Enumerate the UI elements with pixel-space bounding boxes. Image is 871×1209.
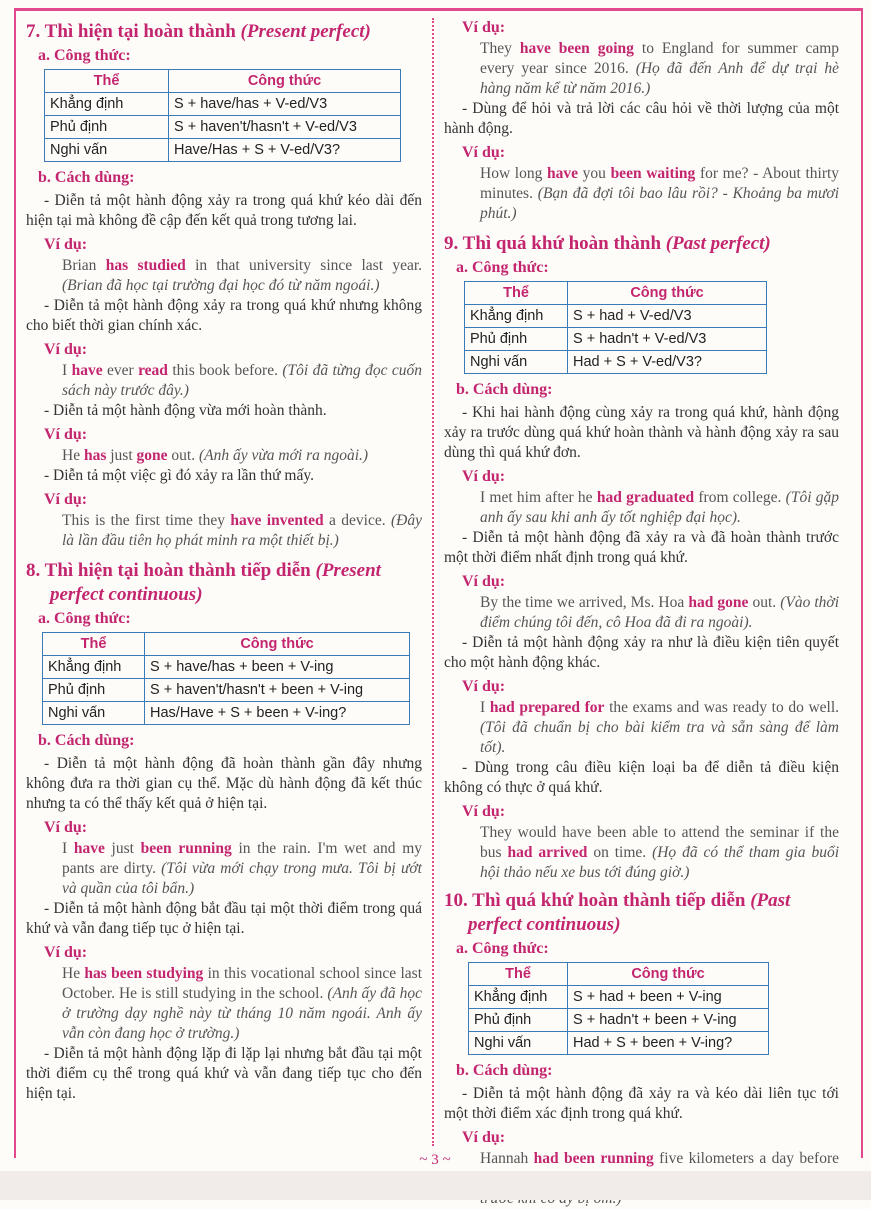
example-text: [480, 39, 839, 99]
usage-text: - Khi hai hành động cùng xảy ra trong quá khứ, hành động xảy ra trước dùng quá khứ hoàn thành và hành động xảy ra sau dùng thì quá khứ đơn.: [444, 404, 839, 461]
row-formula: Has/Have + S + been + V-ing?: [145, 702, 410, 725]
example-verb: has studied: [105, 257, 186, 274]
example-translation: (Đây là lần đầu tiên họ phát minh ra một thiết bị.): [62, 512, 422, 549]
example-verb: had prepared for: [489, 699, 605, 716]
example-translation: (Vào thời điểm chúng tôi đến, cô Hoa đã đi ra ngoài).: [480, 594, 840, 631]
table-row: [43, 702, 410, 725]
section-7-heading: [26, 20, 422, 44]
example-verb: gone: [136, 447, 168, 464]
example-translation: (Tôi đã từng đọc cuốn sách này trước đây.): [62, 362, 423, 399]
example-label: Ví dụ:: [462, 144, 506, 161]
header-the: Thể: [465, 282, 568, 305]
row-label: Nghi vấn: [465, 351, 568, 374]
page-number: [400, 1152, 470, 1169]
section-8-usage-label: b. Cách dùng:: [38, 732, 135, 749]
example-translation: (Anh ấy đã học ở trường dạy nghề này từ tháng 10 năm ngoái. Anh ấy vẫn còn đang học ở trường.): [62, 985, 423, 1042]
row-label: Khẳng định: [465, 305, 568, 328]
section-8-title-en-2: perfect continuous): [50, 584, 203, 605]
table-header-row: [45, 70, 401, 93]
example-part: I: [62, 840, 68, 857]
section-8-formula-label: a. Công thức:: [38, 610, 131, 627]
header-the: Thể: [469, 963, 568, 986]
example-part: He: [62, 447, 81, 464]
row-formula: S + hadn't + been + V-ing: [568, 1009, 769, 1032]
example-text: [62, 256, 422, 296]
example-part: you: [582, 165, 606, 182]
section-9-title: 9. Thì quá khứ hoàn thành: [444, 233, 662, 254]
example-text: [62, 839, 422, 899]
table-row: [43, 656, 410, 679]
example-part: How long: [480, 165, 543, 182]
example-verb: have: [547, 165, 578, 182]
example-part: five kilometers a day before: [659, 1150, 839, 1167]
section-9-heading: [444, 232, 839, 256]
example-translation: (Tôi đã chuẩn bị cho bài kiểm tra và sẵn sàng để làm tốt).: [480, 719, 839, 756]
section-7-title-en: (Present perfect): [240, 21, 371, 42]
example-text: [62, 446, 422, 466]
example-label: Ví dụ:: [462, 19, 506, 36]
example-text: [480, 593, 839, 633]
usage-text: - Dùng trong câu điều kiện loại ba để diễn tả điều kiện không có thực ở quá khứ.: [444, 759, 839, 796]
example-part: from college.: [698, 489, 782, 506]
section-7-formula-label: a. Công thức:: [38, 47, 131, 64]
table-header-row: [469, 963, 769, 986]
row-label: Nghi vấn: [45, 139, 169, 162]
usage-text: - Diễn tả một hành động bắt đầu tại một thời điểm trong quá khứ và vẫn đang tiếp tục ở hiện tại.: [26, 900, 422, 937]
row-formula: S + had + been + V-ing: [568, 986, 769, 1009]
example-label: Ví dụ:: [44, 819, 88, 836]
header-cong-thuc: Công thức: [568, 282, 767, 305]
example-label: Ví dụ:: [462, 678, 506, 695]
table-row: [45, 139, 401, 162]
example-part: this book before.: [172, 362, 278, 379]
section-10-title-en-2: perfect continuous): [468, 914, 621, 935]
section-8-heading: [26, 559, 422, 607]
row-label: Phủ định: [469, 1009, 568, 1032]
example-text: [62, 964, 422, 1044]
example-part: the exams and was ready to do well.: [609, 699, 840, 716]
header-cong-thuc: Công thức: [568, 963, 769, 986]
row-formula: Had + S + V-ed/V3?: [568, 351, 767, 374]
example-translation: (Tôi gặp anh ấy sau khi anh ấy tốt nghiệp đại học).: [480, 489, 840, 526]
row-label: Phủ định: [465, 328, 568, 351]
example-part: in this vocational school since last October. He is still studying in the school.: [62, 965, 422, 1002]
section-10-formula-label: a. Công thức:: [456, 940, 549, 957]
row-formula: S + haven't/hasn't + been + V-ing: [145, 679, 410, 702]
example-part: Brian: [62, 257, 97, 274]
example-verb: have: [71, 362, 103, 379]
table-row: [45, 116, 401, 139]
example-translation: (Tôi vừa mới chạy trong mưa. Tôi bị ướt và quần của tôi bẩn.): [62, 860, 422, 897]
example-text: [480, 698, 839, 758]
example-translation: (Họ đã đến Anh để dự trại hè hàng năm kể từ năm 2016.): [480, 60, 839, 97]
usage-text: - Diễn tả một hành động xảy ra trong quá khứ kéo dài đến hiện tại mà không đề cập đến kết quả trong tương lai.: [26, 192, 422, 229]
section-7-formula-table: [44, 69, 401, 162]
usage-text: - Diễn tả một hành động xảy ra trong quá khứ nhưng không cho biết thời gian chính xác.: [26, 297, 422, 334]
table-header-row: [43, 633, 410, 656]
example-verb: read: [138, 362, 168, 379]
example-label: Ví dụ:: [44, 236, 88, 253]
example-part: Hannah: [480, 1150, 529, 1167]
example-verb: had been running: [533, 1150, 654, 1167]
section-9-title-en: (Past perfect): [665, 233, 771, 254]
example-label: Ví dụ:: [44, 341, 88, 358]
usage-text: - Diễn tả một hành động đã xảy ra và đã hoàn thành trước một thời điểm nhất định trong quá khứ.: [444, 529, 839, 566]
table-row: [469, 1032, 769, 1055]
example-part: a device.: [329, 512, 386, 529]
example-translation: (Bạn đã đợi tôi bao lâu rồi? - Khoảng ba mươi phút.): [480, 185, 839, 222]
row-formula: Had + S + been + V-ing?: [568, 1032, 769, 1055]
table-row: [469, 1009, 769, 1032]
example-translation: (Brian đã học tại trường đại học đó từ năm ngoái.): [62, 277, 380, 294]
example-part: They: [480, 40, 512, 57]
header-cong-thuc: Công thức: [169, 70, 401, 93]
page-number-text: ~ 3 ~: [419, 1152, 451, 1168]
column-divider: [432, 18, 434, 1146]
header-the: Thể: [43, 633, 145, 656]
header-cong-thuc: Công thức: [145, 633, 410, 656]
section-10-title: 10. Thì quá khứ hoàn thành tiếp diễn: [444, 890, 746, 911]
row-label: Phủ định: [45, 116, 169, 139]
section-7-usage-label: b. Cách dùng:: [38, 169, 135, 186]
usage-text: - Diễn tả một hành động đã hoàn thành gần đây nhưng không đưa ra thời gian cụ thể. Mặc dù hành động đã kết thúc nhưng ta có thể thấy kết quả ở hiện tại.: [26, 755, 422, 812]
example-part: ever: [106, 362, 134, 379]
header-the: Thể: [45, 70, 169, 93]
example-verb: has been studying: [84, 965, 204, 982]
example-part: out.: [171, 447, 196, 464]
usage-text: - Diễn tả một hành động đã xảy ra và kéo dài liên tục tới một thời điểm xác định trong quá khứ.: [444, 1085, 839, 1122]
example-label: Ví dụ:: [44, 491, 88, 508]
row-formula: S + have/has + V-ed/V3: [169, 93, 401, 116]
section-9-usage-label: b. Cách dùng:: [456, 381, 553, 398]
section-9-formula-label: a. Công thức:: [456, 259, 549, 276]
example-part: on time.: [593, 844, 647, 861]
row-formula: Have/Has + S + V-ed/V3?: [169, 139, 401, 162]
row-formula: S + have/has + been + V-ing: [145, 656, 410, 679]
row-label: Khẳng định: [45, 93, 169, 116]
example-label: Ví dụ:: [44, 944, 88, 961]
row-label: Khẳng định: [469, 986, 568, 1009]
table-row: [465, 351, 767, 374]
section-9-formula-table: [464, 281, 767, 374]
table-header-row: [465, 282, 767, 305]
example-verb: have invented: [230, 512, 324, 529]
example-label: Ví dụ:: [44, 426, 88, 443]
usage-text: - Dùng để hỏi và trả lời các câu hỏi về thời lượng của một hành động.: [444, 100, 839, 137]
example-translation: (Anh ấy vừa mới ra ngoài.): [198, 447, 369, 464]
section-8-title-en: (Present: [315, 560, 381, 581]
right-column: [444, 14, 839, 1209]
table-row: [465, 328, 767, 351]
section-8-title: 8. Thì hiện tại hoàn thành tiếp diễn: [26, 560, 311, 581]
example-text: [480, 823, 839, 883]
example-part: just: [110, 447, 133, 464]
row-label: Khẳng định: [43, 656, 145, 679]
section-10-formula-table: [468, 962, 769, 1055]
example-verb: has: [83, 447, 107, 464]
row-formula: S + haven't/hasn't + V-ed/V3: [169, 116, 401, 139]
example-verb: have been going: [519, 40, 634, 57]
example-part: They would have been able to attend the seminar if the bus: [480, 824, 839, 861]
table-row: [45, 93, 401, 116]
usage-text: - Diễn tả một hành động xảy ra như là điều kiện tiên quyết cho một hành động khác.: [444, 634, 839, 671]
section-10-heading: [444, 889, 839, 937]
example-part: By the time we arrived, Ms. Hoa: [480, 594, 685, 611]
table-row: [469, 986, 769, 1009]
example-verb: had arrived: [507, 844, 588, 861]
example-translation: (Họ đã có thể tham gia buổi hội thảo nếu xe bus tới đúng giờ.): [480, 844, 839, 881]
example-part: just: [111, 840, 134, 857]
row-formula: S + had + V-ed/V3: [568, 305, 767, 328]
table-row: [43, 679, 410, 702]
row-label: Nghi vấn: [469, 1032, 568, 1055]
example-verb: had gone: [688, 594, 749, 611]
example-part: in that university since last year.: [195, 257, 423, 274]
example-text: [62, 361, 422, 401]
example-label: Ví dụ:: [462, 573, 506, 590]
table-row: [465, 305, 767, 328]
example-label: Ví dụ:: [462, 1129, 506, 1146]
example-part: I met him after he: [480, 489, 593, 506]
usage-text: - Diễn tả một hành động vừa mới hoàn thành.: [44, 402, 327, 419]
example-text: [480, 488, 839, 528]
section-10-usage-label: b. Cách dùng:: [456, 1062, 553, 1079]
section-8-formula-table: [42, 632, 410, 725]
row-formula: S + hadn't + V-ed/V3: [568, 328, 767, 351]
example-verb: have: [73, 840, 105, 857]
example-part: I: [62, 362, 68, 379]
example-part: He: [62, 965, 81, 982]
example-label: Ví dụ:: [462, 803, 506, 820]
example-verb: had graduated: [596, 489, 695, 506]
example-part: in the rain. I'm wet and my pants are dirty.: [62, 840, 423, 877]
example-text: [62, 511, 422, 551]
example-part: out.: [752, 594, 777, 611]
example-part: for me? - About thirty minutes.: [480, 165, 840, 202]
usage-text: - Diễn tả một hành động lặp đi lặp lại nhưng bắt đầu tại một thời điểm cụ thể trong quá khứ và vẫn đang tiếp tục cho đến hiện tại.: [26, 1045, 422, 1102]
bottom-band: [0, 1171, 871, 1200]
example-part: I: [480, 699, 486, 716]
example-text: [480, 164, 839, 224]
example-verb: been running: [140, 840, 232, 857]
left-column: [26, 14, 422, 1104]
row-label: Nghi vấn: [43, 702, 145, 725]
usage-text: - Diễn tả một việc gì đó xảy ra lần thứ mấy.: [44, 467, 314, 484]
section-10-title-en: (Past: [750, 890, 791, 911]
example-label: Ví dụ:: [462, 468, 506, 485]
example-verb: been waiting: [610, 165, 696, 182]
section-7-title: 7. Thì hiện tại hoàn thành: [26, 21, 236, 42]
example-part: This is the first time they: [62, 512, 225, 529]
row-label: Phủ định: [43, 679, 145, 702]
example-part: to England for summer camp every year since 2016.: [480, 40, 840, 77]
